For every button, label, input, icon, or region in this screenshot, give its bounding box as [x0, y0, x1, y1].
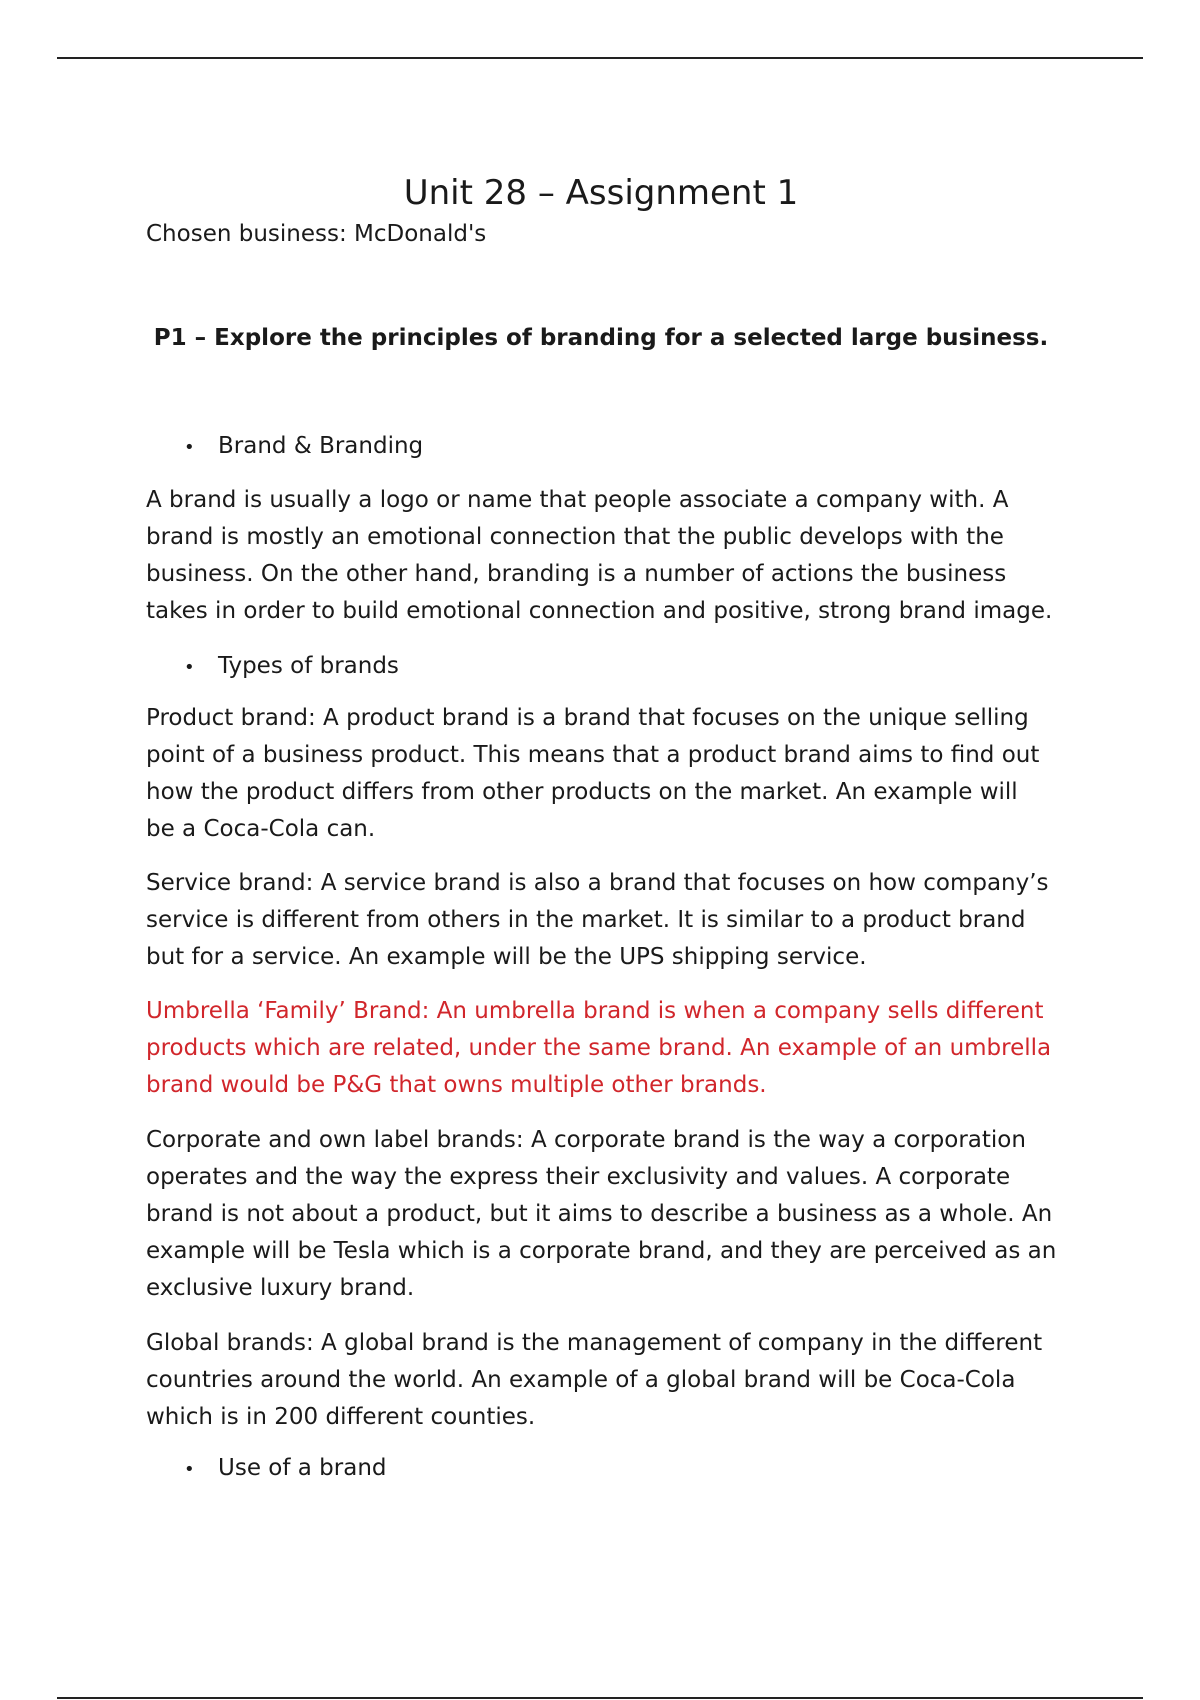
chosen-business: Chosen business: McDonald's: [146, 221, 487, 247]
paragraph-corporate-brand: [146, 1122, 1146, 1307]
footer-rule: [57, 1697, 1143, 1699]
paragraph-line: brand would be P&G that owns multiple other brands.: [146, 1072, 767, 1098]
bullet-icon: •: [184, 1459, 195, 1480]
header-rule: [57, 57, 1143, 59]
paragraph-line: which is in 200 different counties.: [146, 1404, 536, 1430]
paragraph-line: Umbrella ‘Family’ Brand: An umbrella brand is when a company sells different: [146, 998, 1044, 1024]
paragraph-line: Product brand: A product brand is a brand that focuses on the unique selling: [146, 705, 1029, 731]
paragraph-line: brand is mostly an emotional connection that the public develops with the: [146, 524, 1004, 550]
bullet-icon: •: [184, 437, 195, 458]
bullet-icon: •: [184, 657, 195, 678]
paragraph-line: example will be Tesla which is a corporate brand, and they are perceived as an: [146, 1238, 1057, 1264]
paragraph-product-brand: [146, 700, 1146, 848]
section-heading: P1 – Explore the principles of branding for a selected large business.: [153, 325, 1049, 351]
paragraph-line: point of a business product. This means that a product brand aims to find out: [146, 742, 1040, 768]
paragraph-line: takes in order to build emotional connection and positive, strong brand image.: [146, 598, 1053, 624]
paragraph-line: business. On the other hand, branding is a number of actions the business: [146, 561, 1007, 587]
bullet-item: [184, 430, 423, 464]
paragraph-global-brand: [146, 1325, 1146, 1436]
bullet-item: [184, 1452, 387, 1486]
bullet-label: Types of brands: [218, 653, 399, 679]
paragraph-service-brand: [146, 865, 1146, 976]
paragraph-line: countries around the world. An example of a global brand will be Coca-Cola: [146, 1367, 1016, 1393]
paragraph-line: brand is not about a product, but it aims to describe a business as a whole. An: [146, 1201, 1053, 1227]
paragraph-line: how the product differs from other products on the market. An example will: [146, 779, 1018, 805]
paragraph-line: Service brand: A service brand is also a brand that focuses on how company’s: [146, 870, 1049, 896]
paragraph-line: Global brands: A global brand is the management of company in the different: [146, 1330, 1043, 1356]
paragraph-line: operates and the way the express their exclusivity and values. A corporate: [146, 1164, 1011, 1190]
paragraph-line: but for a service. An example will be the UPS shipping service.: [146, 944, 867, 970]
paragraph-line: be a Coca-Cola can.: [146, 816, 376, 842]
paragraph-line: A brand is usually a logo or name that people associate a company with. A: [146, 487, 1009, 513]
paragraph-line: service is different from others in the market. It is similar to a product brand: [146, 907, 1026, 933]
paragraph-brand-definition: [146, 482, 1146, 630]
paragraph-umbrella-brand: [146, 993, 1146, 1104]
bullet-label: Use of a brand: [218, 1455, 387, 1481]
paragraph-line: products which are related, under the same brand. An example of an umbrella: [146, 1035, 1052, 1061]
bullet-item: [184, 650, 399, 684]
bullet-label: Brand & Branding: [218, 433, 424, 459]
paragraph-line: exclusive luxury brand.: [146, 1275, 415, 1301]
document-title: Unit 28 – Assignment 1: [403, 172, 799, 213]
paragraph-line: Corporate and own label brands: A corporate brand is the way a corporation: [146, 1127, 1026, 1153]
